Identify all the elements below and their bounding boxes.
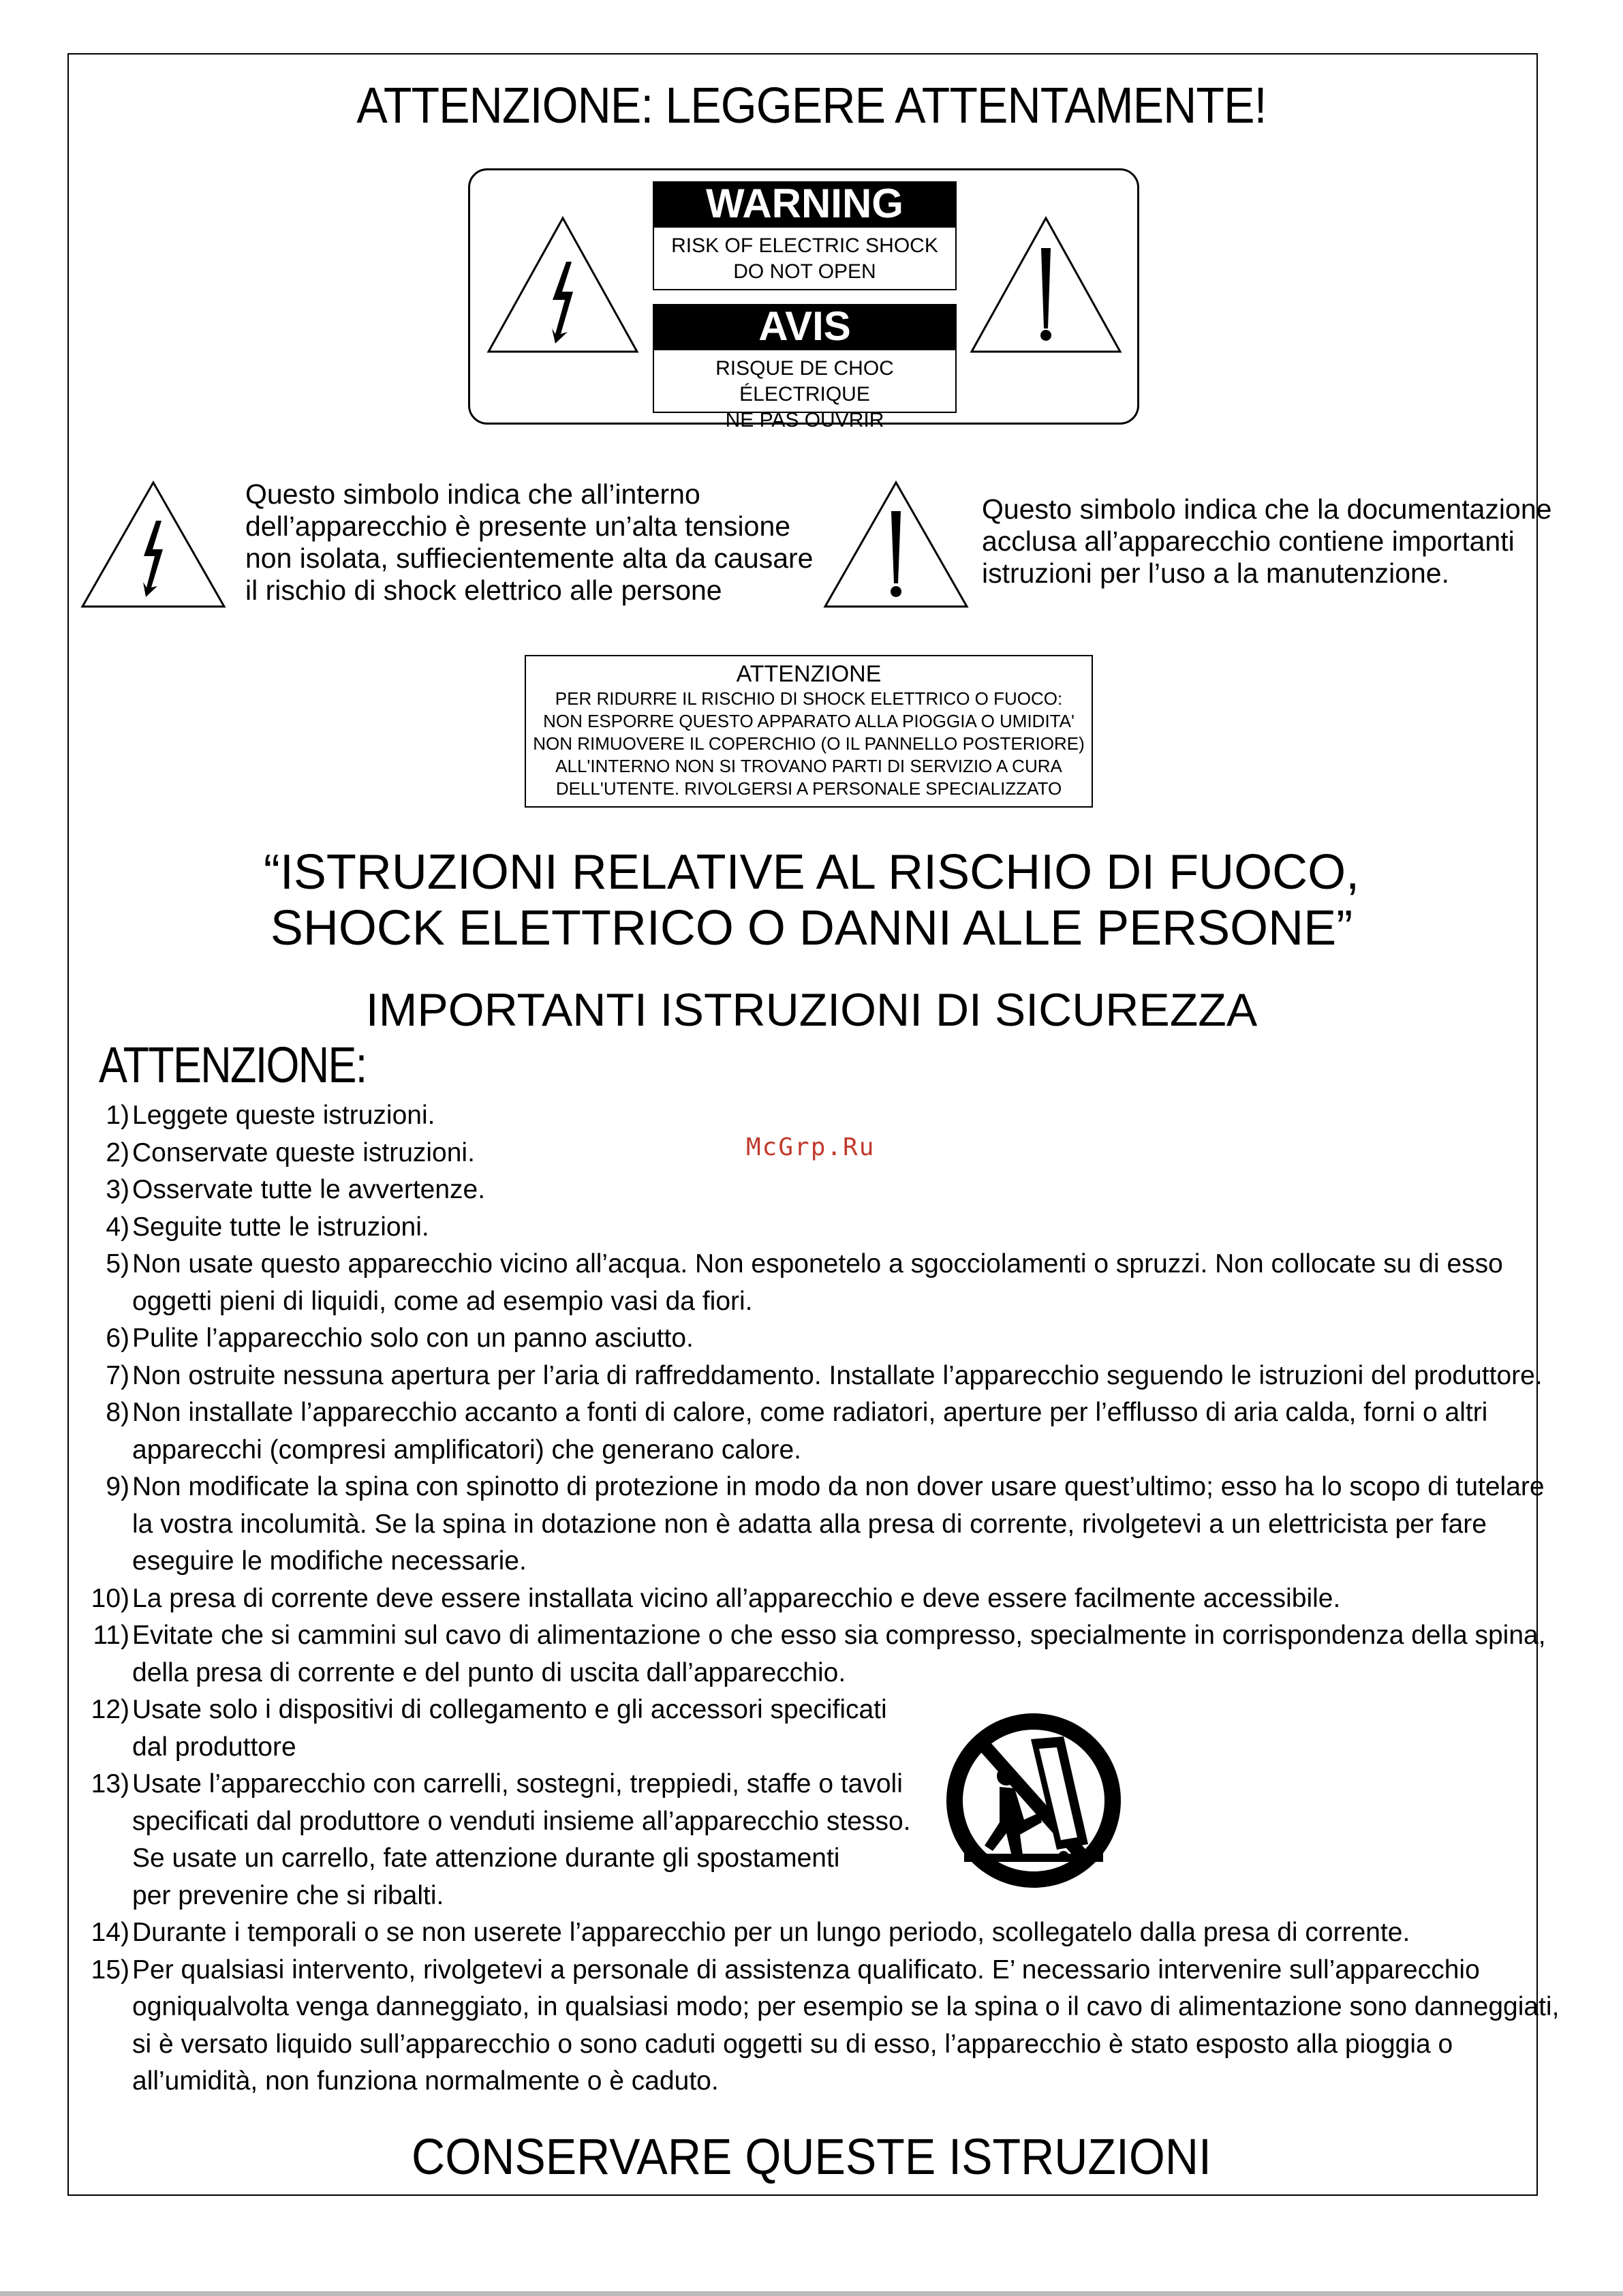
list-item-text: Osservate tutte le avvertenze. (132, 1175, 486, 1204)
warning-label (468, 168, 1139, 431)
list-item (87, 1172, 1532, 1209)
avis-line: NE PAS OUVRIR (725, 409, 884, 431)
description-line: Questo simbolo indica che all’interno (245, 478, 700, 510)
caution-line: ALL'INTERNO NON SI TROVANO PARTI DI SERVIZIO A CURA (555, 756, 1062, 776)
list-item (87, 1580, 1532, 1618)
warning-text (653, 226, 957, 290)
list-item (87, 1135, 1532, 1172)
caution-line: DELL'UTENTE. RIVOLGERSI A PERSONALE SPECIALIZZATO (555, 778, 1062, 799)
list-item-continuation: si è versato liquido sull’apparecchio o sono caduti oggetti su di esso, l’apparecchio è stato esposto alla pioggia o (132, 2029, 1453, 2059)
avis-line: RISQUE DE CHOC ÉLECTRIQUE (715, 357, 894, 405)
lightning-triangle-icon (80, 480, 227, 609)
list-item-number: 9) (106, 1472, 129, 1501)
list-item-text: Per qualsiasi intervento, rivolgetevi a personale di assistenza qualificato. E’ necessario intervenire sull’apparecchio (132, 1955, 1480, 1985)
description-line: non isolata, suffiecientemente alta da causare (245, 542, 814, 574)
list-item (87, 1692, 1532, 1729)
exclamation-triangle-icon (822, 480, 970, 609)
description-line: Questo simbolo indica che la documentazione (982, 493, 1552, 525)
list-item-number: 13) (91, 1769, 129, 1798)
list-item-text: Non installate l’apparecchio accanto a fonti di calore, come radiatori, aperture per l’efflusso di aria calda, forni o altri (132, 1398, 1488, 1427)
important-heading: IMPORTANTI ISTRUZIONI DI SICUREZZA (365, 984, 1258, 1036)
page-title: ATTENZIONE: LEGGERE ATTENTAMENTE! (356, 77, 1267, 134)
list-item-text: Usate l’apparecchio con carrelli, sostegni, treppiedi, staffe o tavoli (132, 1769, 903, 1798)
description-line: acclusa all’apparecchio contiene importanti (982, 525, 1515, 557)
list-item-number: 8) (106, 1398, 129, 1427)
list-item-text: Usate solo i dispositivi di collegamento e gli accessori specificati (132, 1695, 887, 1724)
list-item (87, 1097, 1532, 1135)
description-line: dell’apparecchio è presente un’alta tensione (245, 510, 791, 542)
list-item-continuation: dal produttore (132, 1732, 296, 1762)
list-item-continuation: apparecchi (compresi amplificatori) che generano calore. (132, 1435, 801, 1465)
list-item-text: Pulite l’apparecchio solo con un panno asciutto. (132, 1323, 694, 1353)
avis-text (653, 349, 957, 431)
list-item-number: 1) (106, 1101, 129, 1130)
caution-line: NON ESPORRE QUESTO APPARATO ALLA PIOGGIA O UMIDITA' (543, 711, 1075, 731)
list-item-text: Seguite tutte le istruzioni. (132, 1212, 429, 1242)
cart-tip-over-icon (944, 1711, 1124, 1891)
list-item-text: Leggete queste istruzioni. (132, 1101, 435, 1130)
list-item (87, 1320, 1532, 1358)
warning-title: WARNING (653, 181, 957, 226)
description-line: il rischio di shock elettrico alle persone (245, 575, 722, 606)
avis-title: AVIS (653, 304, 957, 349)
list-item-continuation: Se usate un carrello, fate attenzione durante gli spostamenti (132, 1843, 840, 1873)
list-item-continuation: eseguire le modifiche necessarie. (132, 1546, 527, 1576)
list-item-number: 4) (106, 1212, 129, 1242)
list-item-text: Conservate queste istruzioni. (132, 1137, 475, 1167)
list-item (87, 1469, 1545, 1506)
caution-line: PER RIDURRE IL RISCHIO DI SHOCK ELETTRICO O FUOCO: (555, 688, 1063, 709)
list-item (87, 1358, 1543, 1395)
list-item (87, 1394, 1532, 1432)
description-line: istruzioni per l’uso a la manutenzione. (982, 557, 1449, 589)
list-item-number: 3) (106, 1175, 129, 1204)
lightning-triangle-icon (484, 213, 641, 356)
list-item-number: 11) (93, 1621, 129, 1650)
caution-line: NON RIMUOVERE IL COPERCHIO (O IL PANNELLO POSTERIORE) (533, 733, 1085, 754)
footer-title: CONSERVARE QUESTE ISTRUZIONI (412, 2128, 1211, 2185)
exclamation-triangle-icon (968, 213, 1124, 356)
headline-line-2: SHOCK ELETTRICO O DANNI ALLE PERSONE” (270, 901, 1353, 955)
list-item-text: Non modificate la spina con spinotto di protezione in modo da non dover usare quest’ultimo; esso ha lo scopo di tutelare (132, 1472, 1545, 1501)
list-item-continuation: oggetti pieni di liquidi, come ad esempio vasi da fiori. (132, 1286, 753, 1316)
list-item-number: 12) (91, 1695, 129, 1724)
list-item-continuation: la vostra incolumità. Se la spina in dotazione non è adatta alla presa di corrente, rivolgetevi a un elettricista per fare (132, 1509, 1487, 1539)
list-item-continuation: specificati dal produttore o venduti insieme all’apparecchio stesso. (132, 1806, 911, 1836)
list-item-number: 2) (106, 1137, 129, 1167)
list-item-continuation: per prevenire che si ribalti. (132, 1880, 444, 1910)
list-item-number: 14) (91, 1918, 129, 1947)
list-item (87, 1766, 1532, 1803)
caution-title: ATTENZIONE (736, 661, 882, 687)
caution-box (525, 655, 1093, 808)
list-item-continuation: all’umidità, non funziona normalmente o è caduto. (132, 2066, 719, 2096)
list-item-number: 15) (91, 1955, 129, 1985)
list-item-number: 6) (106, 1323, 129, 1353)
warning-line: DO NOT OPEN (733, 260, 876, 283)
headline-line-1: “ISTRUZIONI RELATIVE AL RISCHIO DI FUOCO, (263, 845, 1360, 900)
list-item-text: Non ostruite nessuna apertura per l’aria di raffreddamento. Installate l’apparecchio seguendo le istruzioni del produttore. (132, 1360, 1543, 1390)
warning-line: RISK OF ELECTRIC SHOCK (671, 234, 938, 257)
list-item-text: Durante i temporali o se non userete l’apparecchio per un lungo periodo, scollegatelo dalla presa di corrente. (132, 1918, 1410, 1947)
list-item-continuation: della presa di corrente e del punto di uscita dall’apparecchio. (132, 1657, 846, 1687)
list-item (87, 1617, 1546, 1655)
list-item (87, 1209, 1532, 1246)
list-item-continuation: ogniqualvolta venga danneggiato, in qualsiasi modo; per esempio se la spina o il cavo di alimentazione sono danneggiati, (132, 1992, 1560, 2021)
list-item-number: 5) (106, 1249, 129, 1279)
list-item-number: 10) (91, 1583, 129, 1613)
instructions-list (87, 1097, 1560, 2100)
bottom-rule (0, 2291, 1623, 2296)
list-item (87, 1914, 1532, 1952)
list-item-number: 7) (106, 1360, 129, 1390)
list-item-text: La presa di corrente deve essere installata vicino all’apparecchio e deve essere facilmente accessibile. (132, 1583, 1341, 1613)
list-item (87, 1952, 1532, 1989)
lightning-symbol-description (245, 478, 813, 607)
attention-heading: ATTENZIONE: (99, 1037, 367, 1093)
list-item (87, 1246, 1532, 1283)
watermark: McGrp.Ru (746, 1133, 876, 1161)
exclamation-symbol-description (982, 493, 1551, 590)
list-item-text: Evitate che si cammini sul cavo di alimentazione o che esso sia compresso, specialmente in corrispondenza della spina, (132, 1621, 1546, 1650)
list-item-text: Non usate questo apparecchio vicino all’acqua. Non esponetelo a sgocciolamenti o spruzzi. Non collocate su di esso (132, 1249, 1503, 1279)
